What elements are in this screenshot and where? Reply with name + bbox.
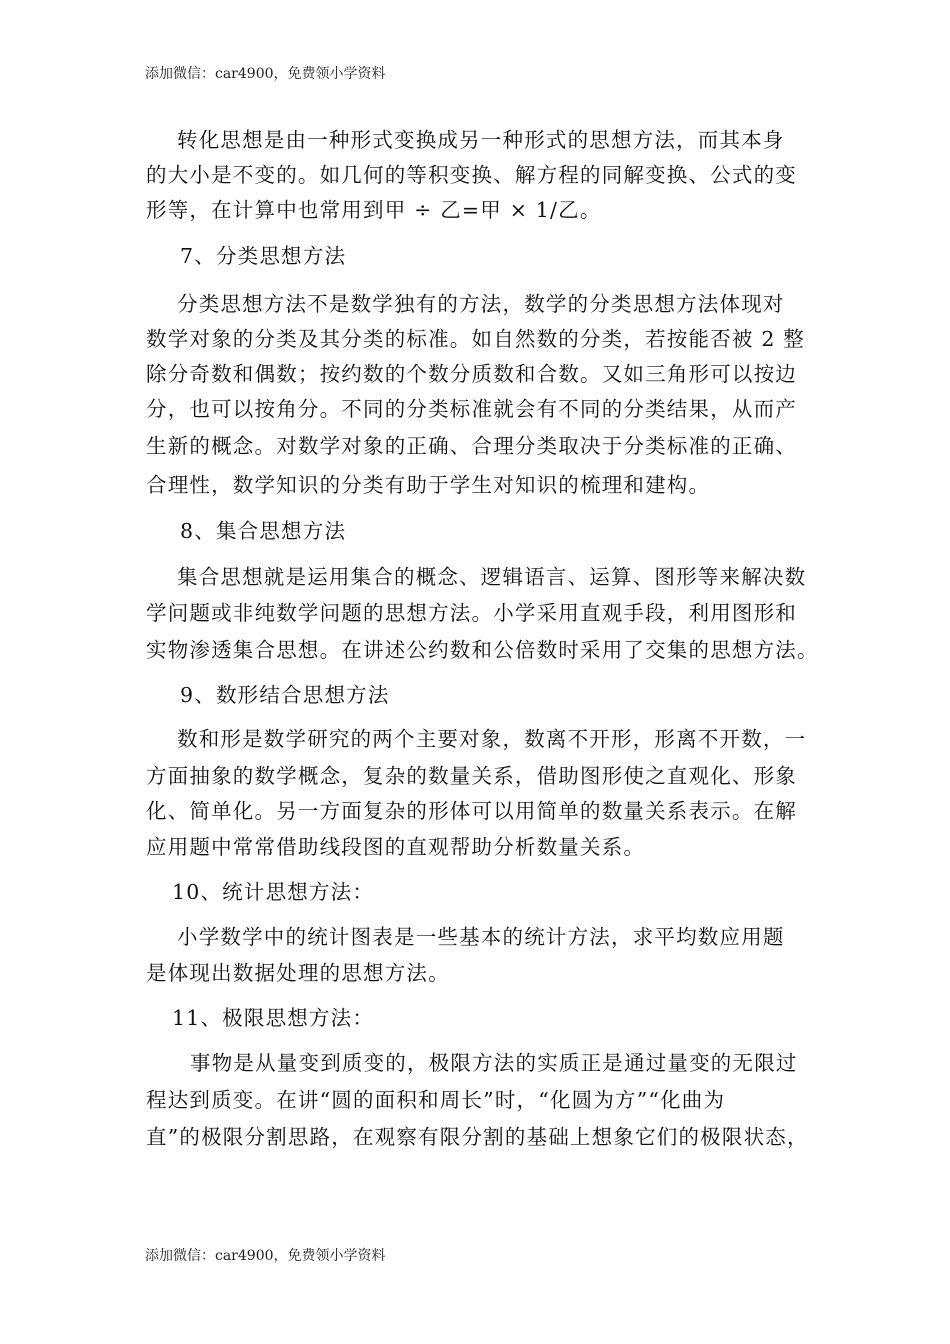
paragraph-line: 除分奇数和偶数；按约数的个数分质数和合数。又如三角形可以按边 — [146, 362, 797, 386]
section-heading: 8、集合思想方法 — [180, 519, 347, 543]
section-heading: 9、数形结合思想方法 — [180, 683, 390, 707]
paragraph-line: 转化思想是由一种形式变换成另一种形式的思想方法，而其本身 — [177, 128, 785, 152]
paragraph-line: 程达到质变。在讲“圆的面积和周长”时，“化圆为方”“化曲为 — [146, 1088, 726, 1112]
paragraph-line: 事物是从量变到质变的，极限方法的实质正是通过量变的无限过 — [190, 1051, 798, 1075]
paragraph-line: 分，也可以按角分。不同的分类标准就会有不同的分类结果，从而产 — [146, 397, 797, 421]
paragraph-line: 实物渗透集合思想。在讲述公约数和公倍数时采用了交集的思想方法。 — [146, 638, 819, 662]
paragraph-line: 数学对象的分类及其分类的标准。如自然数的分类，若按能否被 2 整 — [146, 327, 805, 351]
paragraph-line: 合理性，数学知识的分类有助于学生对知识的梳理和建构。 — [146, 473, 711, 497]
paragraph-line: 集合思想就是运用集合的概念、逻辑语言、运算、图形等来解决数 — [177, 565, 807, 589]
paragraph-line: 数和形是数学研究的两个主要对象，数离不开形，形离不开数，一 — [177, 727, 807, 751]
paragraph-line: 学问题或非纯数学问题的思想方法。小学采用直观手段，利用图形和 — [146, 601, 797, 625]
page-header: 添加微信：car4900，免费领小学资料 — [145, 66, 386, 82]
page-footer: 添加微信：car4900，免费领小学资料 — [145, 1248, 386, 1264]
paragraph-line: 化、简单化。另一方面复杂的形体可以用简单的数量关系表示。在解 — [146, 799, 797, 823]
section-heading: 7、分类思想方法 — [180, 244, 347, 268]
section-heading: 10、统计思想方法： — [172, 880, 375, 904]
paragraph-line: 方面抽象的数学概念，复杂的数量关系，借助图形使之直观化、形象 — [146, 764, 797, 788]
paragraph-line: 分类思想方法不是数学独有的方法，数学的分类思想方法体现对 — [177, 292, 785, 316]
paragraph-line: 应用题中常常借助线段图的直观帮助分析数量关系。 — [146, 835, 646, 859]
paragraph-line: 小学数学中的统计图表是一些基本的统计方法，求平均数应用题 — [177, 925, 785, 949]
paragraph-line: 直”的极限分割思路，在观察有限分割的基础上想象它们的极限状态， — [146, 1125, 809, 1149]
section-heading: 11、极限思想方法： — [172, 1006, 375, 1030]
paragraph-line: 是体现出数据处理的思想方法。 — [146, 961, 450, 985]
paragraph-line: 生新的概念。对数学对象的正确、合理分类取决于分类标准的正确、 — [146, 434, 797, 458]
paragraph-line: 形等，在计算中也常用到甲 ÷ 乙=甲 × 1/乙。 — [146, 198, 602, 222]
paragraph-line: 的大小是不变的。如几何的等积变换、解方程的同解变换、公式的变 — [146, 163, 797, 187]
